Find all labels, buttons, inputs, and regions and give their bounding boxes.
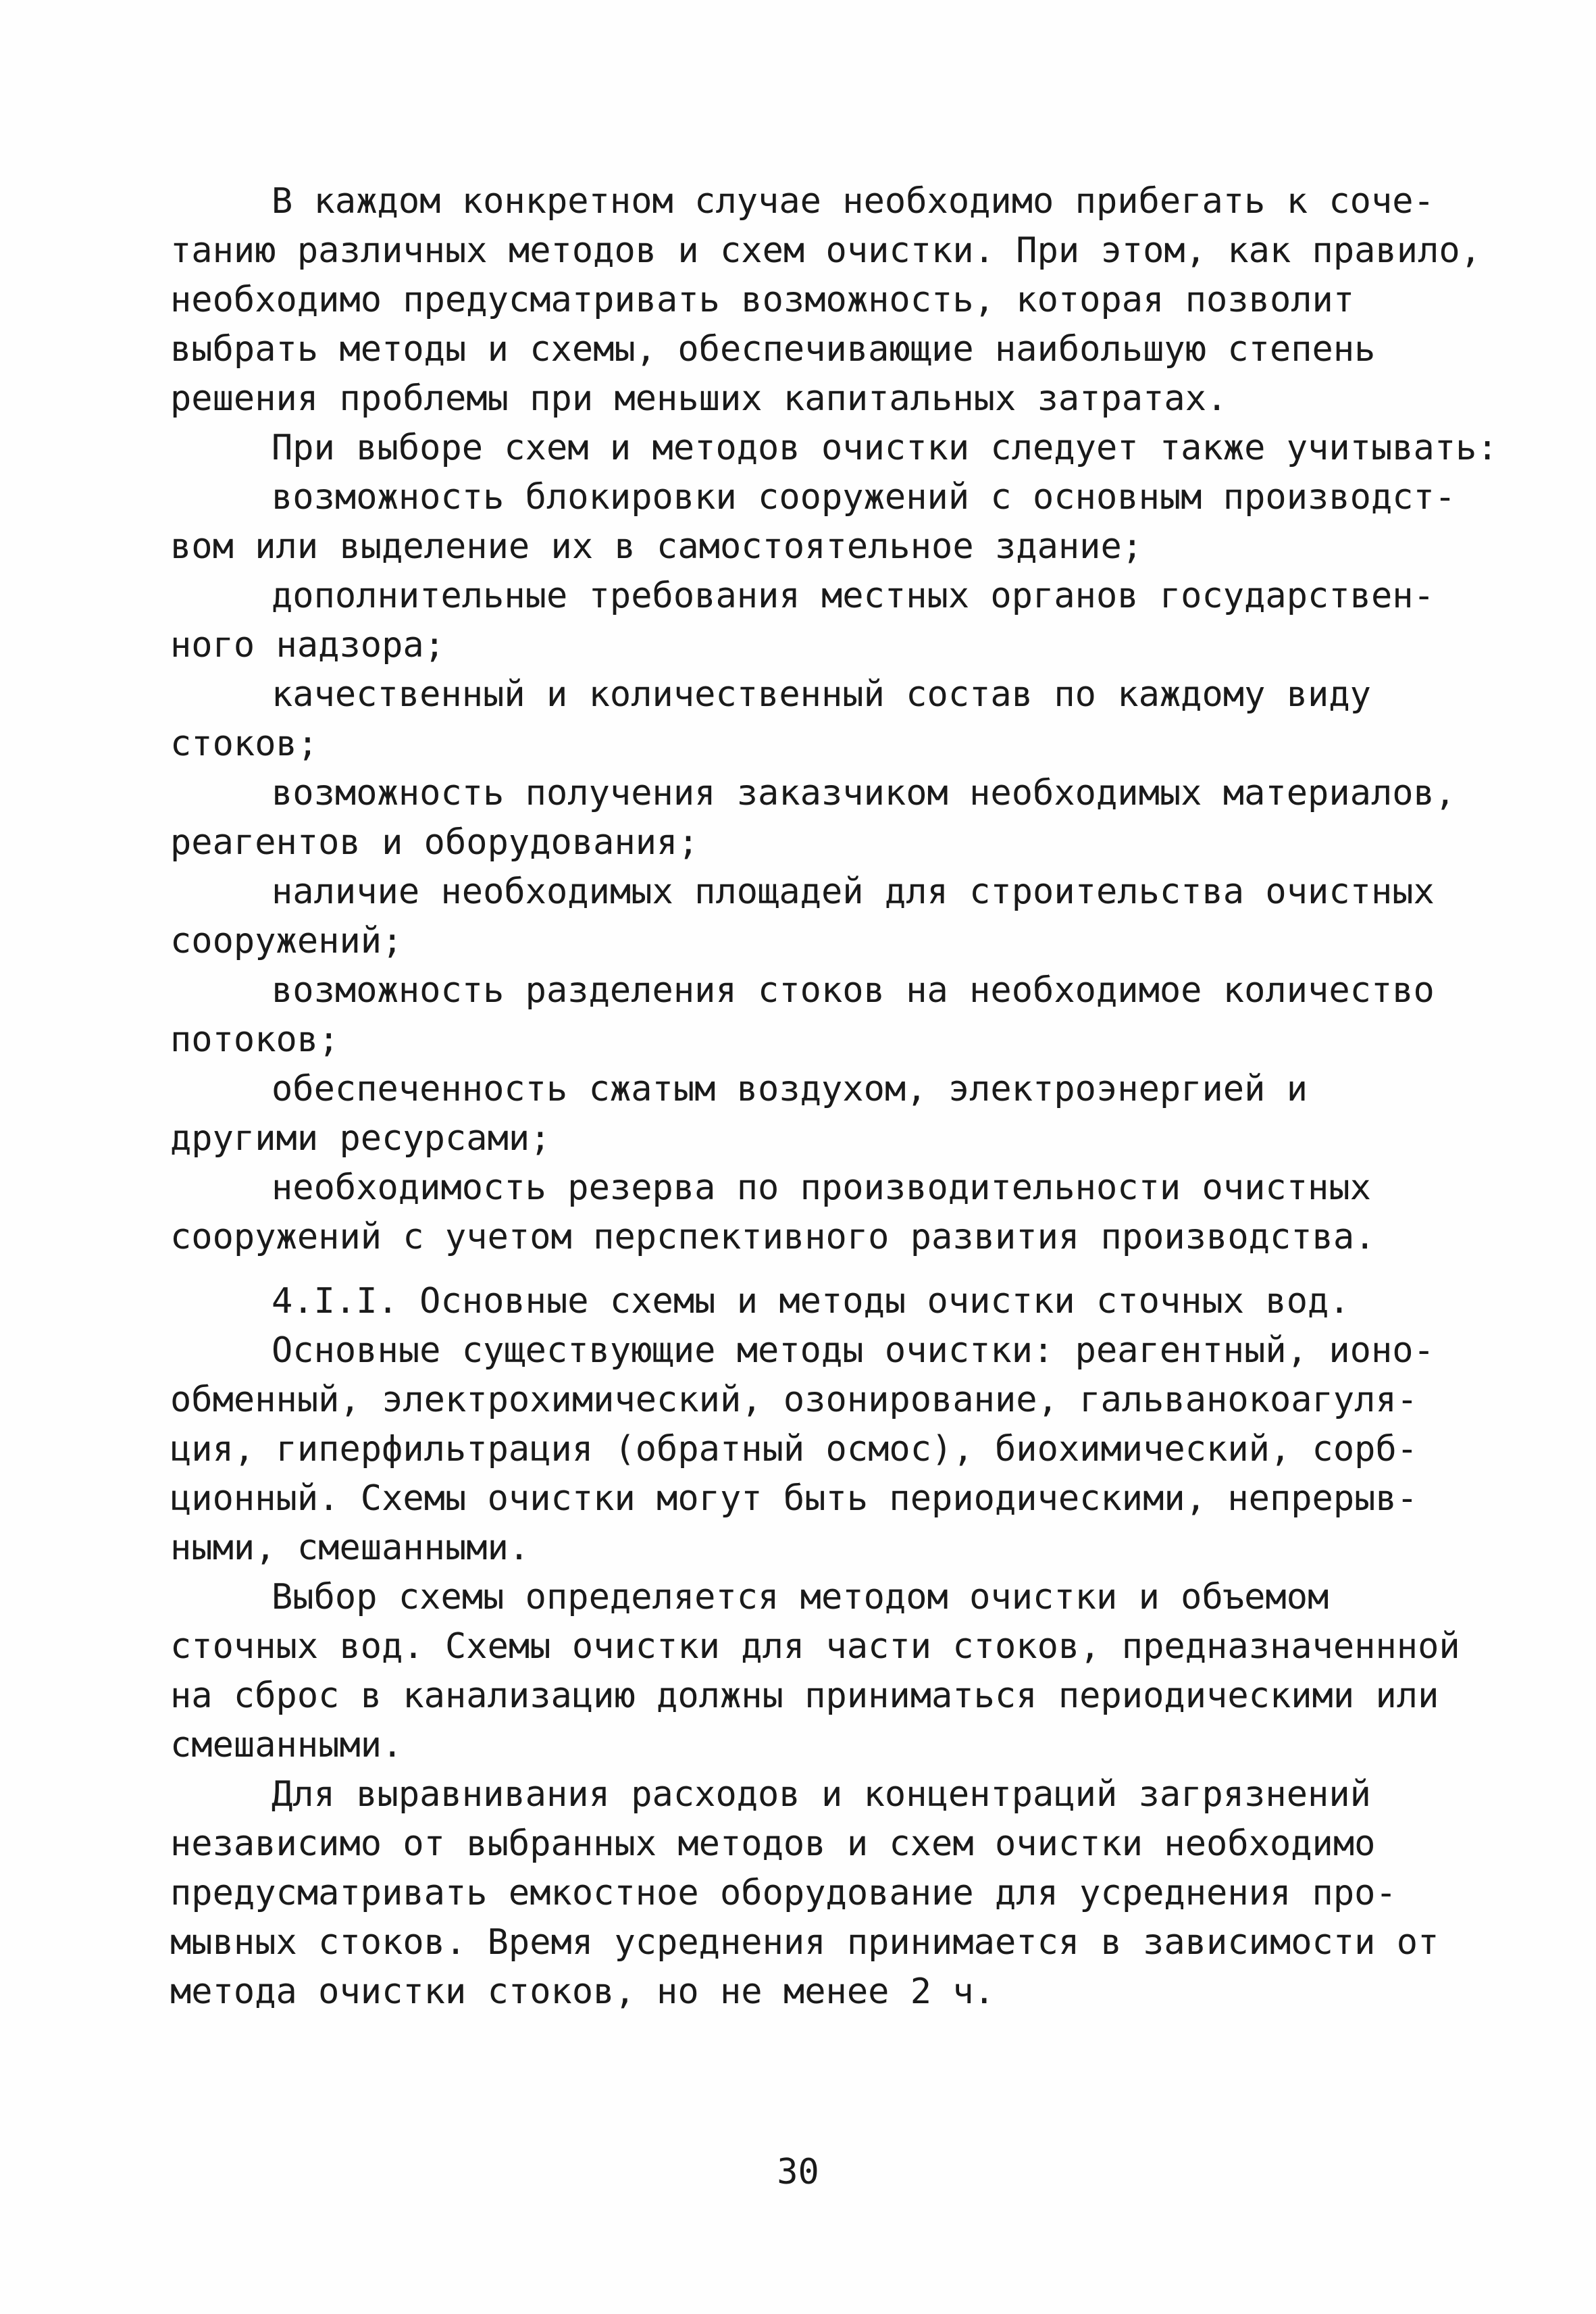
text-line: сточных вод. Схемы очистки для части стоков, предназначеннной: [170, 1626, 1460, 1667]
text-line: ными, смешанными.: [170, 1528, 530, 1568]
text-line: Основные существующие методы очистки: реагентный, ионо-: [272, 1330, 1435, 1371]
text-line: возможность разделения стоков на необходимое количество: [272, 970, 1435, 1011]
text-line: другими ресурсами;: [170, 1118, 551, 1159]
text-line: танию различных методов и схем очистки. При этом, как правило,: [170, 230, 1482, 271]
text-line: необходимость резерва по производительности очистных: [272, 1167, 1371, 1208]
text-line: возможность получения заказчиком необходимых материалов,: [272, 773, 1456, 813]
text-line: ного надзора;: [170, 625, 445, 665]
text-line: обеспеченность сжатым воздухом, электроэнергией и: [272, 1069, 1308, 1109]
text-line: реагентов и оборудования;: [170, 822, 699, 863]
text-line: на сброс в канализацию должны приниматься периодическими или: [170, 1676, 1439, 1716]
text-line: потоков;: [170, 1020, 340, 1060]
text-line: мывных стоков. Время усреднения принимается в зависимости от: [170, 1922, 1439, 1963]
text-line: стоков;: [170, 724, 319, 764]
text-line: выбрать методы и схемы, обеспечивающие наибольшую степень: [170, 329, 1376, 370]
text-line: сооружений;: [170, 921, 403, 961]
text-line: обменный, электрохимический, озонирование, гальванокоагуля-: [170, 1380, 1418, 1420]
text-line: При выборе схем и методов очистки следует также учитывать:: [272, 428, 1498, 468]
text-line: возможность блокировки сооружений с основным производст-: [272, 477, 1456, 518]
text-line: вом или выделение их в самостоятельное здание;: [170, 526, 1143, 567]
text-line: смешанными.: [170, 1725, 403, 1765]
text-line: Выбор схемы определяется методом очистки и объемом: [272, 1577, 1329, 1617]
body-text: [170, 177, 1508, 2017]
text-line: ционный. Схемы очистки могут быть периодическими, непрерыв-: [170, 1478, 1418, 1519]
text-line: качественный и количественный состав по каждому виду: [272, 674, 1371, 715]
text-line: ция, гиперфильтрация (обратный осмос), биохимический, сорб-: [170, 1429, 1418, 1469]
text-line: наличие необходимых площадей для строительства очистных: [272, 872, 1435, 912]
page-number: 30: [777, 2152, 819, 2192]
paragraph-gap: [170, 1262, 1508, 1277]
text-line: решения проблемы при меньших капитальных затратах.: [170, 378, 1228, 419]
text-line: необходимо предусматривать возможность, которая позволит: [170, 280, 1355, 320]
text-line: дополнительные требования местных органов государствен-: [272, 576, 1435, 616]
text-line: В каждом конкретном случае необходимо прибегать к соче-: [272, 181, 1435, 222]
text-line: Для выравнивания расходов и концентраций загрязнений: [272, 1774, 1371, 1815]
text-line: метода очистки стоков, но не менее 2 ч.: [170, 1971, 995, 2012]
section-heading: 4.I.I. Основные схемы и методы очистки сточных вод.: [272, 1281, 1350, 1322]
text-line: независимо от выбранных методов и схем очистки необходимо: [170, 1823, 1376, 1864]
text-line: сооружений с учетом перспективного развития производства.: [170, 1217, 1376, 1257]
text-line: предусматривать емкостное оборудование для усреднения про-: [170, 1873, 1397, 1913]
